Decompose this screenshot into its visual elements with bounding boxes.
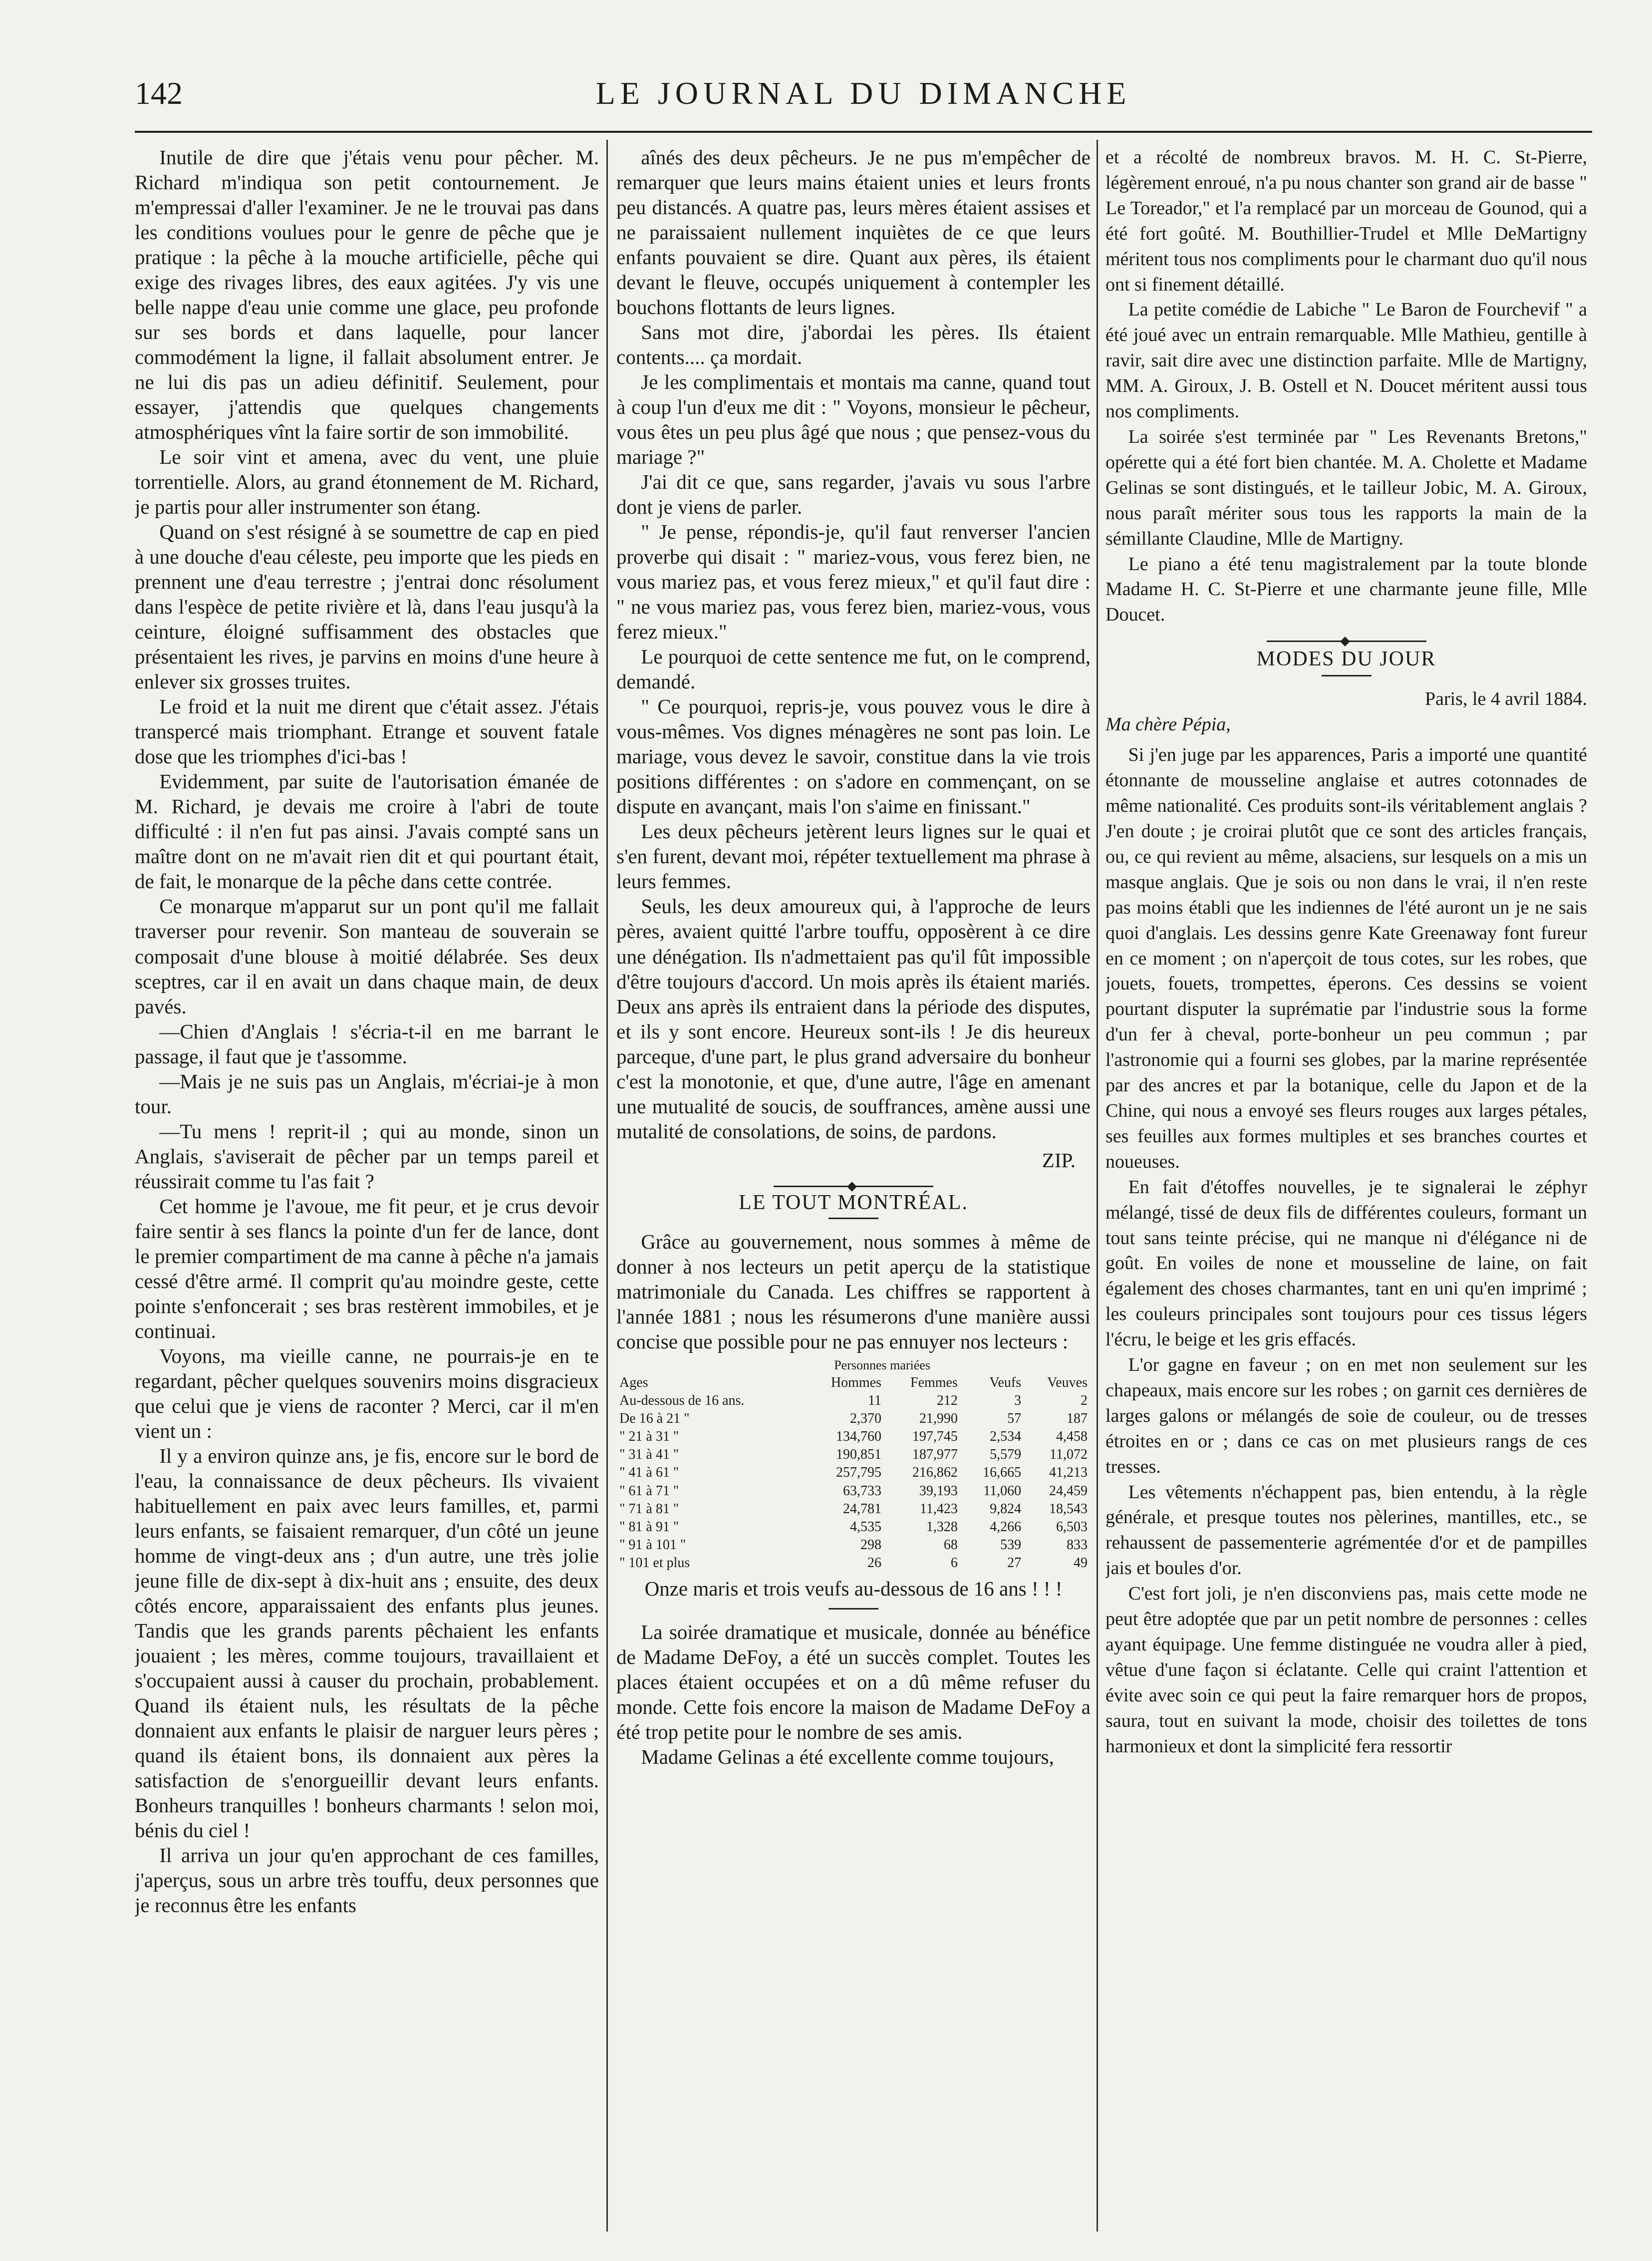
table-row bbox=[616, 1554, 1091, 1572]
table-cell: 257,795 bbox=[836, 1465, 882, 1481]
paragraph: La soirée dramatique et musicale, donnée au bénéfice de Madame DeFoy, a été un succès complet. Toutes les places étaient occupées et on a dû même refuser du monde. Cette fois encore la maison de Madame DeFoy a été trop petite pour le nombre de ses amis. bbox=[616, 1620, 1091, 1744]
paragraph: Ce monarque m'apparut sur un pont qu'il me fallait traverser pour revenir. Son manteau de souverain se composait d'une blouse à moitié délabrée. Ses deux sceptres, car il en avait un dans chaque main, de deux pavés. bbox=[135, 895, 599, 1018]
column-2 bbox=[616, 145, 1091, 2227]
table-cell: 197,745 bbox=[912, 1429, 958, 1445]
paragraph: Cet homme je l'avoue, me fit peur, et je crus devoir faire sentir à ses flancs la pointe d'un fer de lance, dont le premier compartiment de ma canne à pêche n'a jamais cessé d'être armé. Il comprit qu'au moindre geste, cette pointe s'enfoncerait ; ses bras restèrent immobiles, et je continuai. bbox=[135, 1194, 599, 1342]
paragraph: Il arriva un jour qu'en approchant de ces familles, j'aperçus, sous un arbre très touffu, deux personnes que je reconnus être les enfants bbox=[135, 1844, 599, 1917]
page-header bbox=[135, 75, 1592, 125]
table-cell: 27 bbox=[1007, 1555, 1022, 1571]
paragraph: C'est fort joli, je n'en disconviens pas, mais cette mode ne peut être adoptée que par un petit nombre de personnes : celles ayant équipage. Une femme distinguée ne voudra aller à pied, vêtue d'une façon si éclatante. Celle qui craint l'attention et évite avec soin ce qui peut la faire remarquer hors de propos, saura, tout en suivant la mode, choisir des toilettes de tons harmonieux et dont la simplicité fera ressortir bbox=[1105, 1583, 1587, 1757]
column-divider-1 bbox=[606, 140, 608, 2232]
table-note: Onze maris et trois veufs au-dessous de 16 ans ! ! ! bbox=[644, 1577, 1063, 1601]
section-title: LE TOUT MONTRÉAL. bbox=[739, 1191, 968, 1214]
paragraph: —Mais je ne suis pas un Anglais, m'écriai-je à mon tour. bbox=[135, 1069, 599, 1118]
dateline: Paris, le 4 avril 1884. bbox=[1424, 688, 1587, 710]
salutation: Ma chère Pépia, bbox=[1105, 714, 1231, 735]
table-row bbox=[616, 1392, 1091, 1410]
table-cell: 18,543 bbox=[1049, 1501, 1088, 1517]
paragraph: Les deux pêcheurs jetèrent leurs lignes sur le quai et s'en furent, devant moi, répéter textuellement ma phrase à leurs femmes. bbox=[616, 820, 1091, 893]
page-number: 142 bbox=[135, 75, 183, 111]
table-cell: 21,990 bbox=[919, 1410, 958, 1426]
table-row bbox=[616, 1446, 1091, 1464]
table-cell: 3 bbox=[1014, 1392, 1022, 1408]
table-header: Veufs bbox=[989, 1374, 1022, 1390]
table-cell: 11,072 bbox=[1050, 1447, 1088, 1463]
table-row bbox=[616, 1428, 1091, 1446]
table-cell: 539 bbox=[1000, 1537, 1022, 1553]
column-1 bbox=[135, 145, 599, 2227]
table-cell: 187 bbox=[1067, 1410, 1088, 1426]
paragraph: —Tu mens ! reprit-il ; qui au monde, sinon un Anglais, s'aviserait de pêcher par un temps pareil et réussirait comme tu l'as fait ? bbox=[135, 1119, 599, 1193]
section-separator bbox=[1267, 641, 1426, 642]
masthead-title: LE JOURNAL DU DIMANCHE bbox=[595, 75, 1131, 111]
note-rule bbox=[828, 1608, 878, 1610]
paragraph: En fait d'étoffes nouvelles, je te signalerai le zéphyr mélangé, tissé de deux fils de différentes couleurs, formant un tout sans teinte précise, qui ne manque ni d'élégance ni de goût. En voiles de none et mousseline de laine, on fait également des choses charmantes, tant en uni qu'en imprimé ; les couleurs principales sont toujours pour ces tissus légers l'écru, le beige et les gris effacés. bbox=[1105, 1176, 1587, 1350]
paragraph: Sans mot dire, j'abordai les pères. Ils étaient contents.... ça mordait. bbox=[616, 321, 1091, 369]
table-cell: 11,060 bbox=[983, 1483, 1022, 1499]
table-cell: 6,503 bbox=[1056, 1519, 1088, 1535]
paragraph: " Ce pourquoi, repris-je, vous pouvez vous le dire à vous-mêmes. Vos dignes ménagères ne sont pas loin. Le mariage, vous devez le savoir, constitue dans la vie trois positions différentes : on s'adore en commençant, on se dispute en avançant, mais l'on s'aime en finissant." bbox=[616, 695, 1091, 818]
table-row bbox=[616, 1518, 1091, 1536]
table-cell: 2,370 bbox=[850, 1410, 882, 1426]
table-cell: 26 bbox=[867, 1555, 882, 1571]
section-title: MODES DU JOUR bbox=[1256, 647, 1436, 671]
table-cell: 187,977 bbox=[912, 1447, 958, 1463]
paragraph: Evidemment, par suite de l'autorisation émanée de M. Richard, je devais me croire à l'abri de toute difficulté : il n'en fut pas ainsi. J'avais compté sans un maître dont on ne m'avait rien dit et qui pourtant était, de fait, le monarque de la pêche dans cette contrée. bbox=[135, 770, 599, 893]
paragraph: Le soir vint et amena, avec du vent, une pluie torrentielle. Alors, au grand étonnement de M. Richard, je partis pour aller instrumenter son étang. bbox=[135, 445, 599, 519]
table-cell: 833 bbox=[1067, 1537, 1088, 1553]
table-row bbox=[616, 1482, 1091, 1500]
table-cell: " 81 à 91 " bbox=[619, 1519, 679, 1535]
table-cell: " 61 à 71 " bbox=[619, 1483, 679, 1499]
table-cell: 16,665 bbox=[983, 1465, 1022, 1481]
table-cell: " 31 à 41 " bbox=[619, 1447, 679, 1463]
table-cell: 39,193 bbox=[919, 1483, 958, 1499]
table-cell: 2,534 bbox=[990, 1429, 1022, 1445]
paragraph: et a récolté de nombreux bravos. M. H. C. St-Pierre, légèrement enroué, n'a pu nous chanter son grand air de basse " Le Toreador," et l'a remplacé par un morceau de Gounod, qui a été fort goûté. M. Bouthillier-Trudel et Mlle DeMartigny méritent tous nos compliments pour le charmant duo qu'il nous ont si finement détaillé. bbox=[1105, 147, 1587, 295]
paragraph: —Chien d'Anglais ! s'écria-t-il en me barrant le passage, il faut que je t'assomme. bbox=[135, 1019, 599, 1068]
table-row bbox=[616, 1464, 1091, 1482]
table-cell: 11,423 bbox=[919, 1501, 958, 1517]
paragraph: J'ai dit ce que, sans regarder, j'avais vu sous l'arbre dont je viens de parler. bbox=[616, 470, 1091, 519]
table-header-row bbox=[616, 1374, 1091, 1392]
paragraph: Il y a environ quinze ans, je fis, encore sur le bord de l'eau, la connaissance de deux pêcheurs. Ils vivaient habituellement en paix avec leurs familles, et, parmi leurs enfants, se faisaient remarquer, d'un côté un jeune homme de vingt-deux ans ; d'un autre, une très jolie jeune fille de dix-sept à dix-huit ans ; ensuite, des deux côtés encore, apparaissaient des enfants plus jeunes. Tandis que les grands parents pêchaient les enfants jouaient ; les mères, comme toujours, travaillaient et s'occupaient aussi à causer du prochain, probablement. Quand ils étaient nuls, les résultats de la pêche donnaient aux enfants le plaisir de narguer leurs pères ; quand ils étaient bons, ils donnaient aux pères la satisfaction de s'enorgueillir devant leurs enfants. Bonheurs tranquilles ! bonheurs charmants ! selon moi, bénis du ciel ! bbox=[135, 1444, 599, 1842]
table-row bbox=[616, 1410, 1091, 1428]
table-cell: 49 bbox=[1074, 1555, 1088, 1571]
paragraph: Voyons, ma vieille canne, ne pourrais-je en te regardant, pêcher quelques souvenirs moins disgracieux que celui que je viens de raconter ? Merci, car il m'en vient un : bbox=[135, 1344, 599, 1442]
table-header: Ages bbox=[619, 1374, 648, 1390]
paragraph: Les vêtements n'échappent pas, bien entendu, à la règle générale, et presque toutes nos pèlerines, mantilles, etc., se rehaussent de passementerie agrémentée d'or et de pampilles jais et boules d'or. bbox=[1105, 1481, 1587, 1579]
table-cell: 4,266 bbox=[990, 1519, 1022, 1535]
table-cell: 11 bbox=[868, 1392, 882, 1408]
table-cell: 212 bbox=[936, 1392, 958, 1408]
table-cell: 24,781 bbox=[843, 1501, 882, 1517]
table-cell: 63,733 bbox=[843, 1483, 882, 1499]
table-cell: Au-dessous de 16 ans. bbox=[619, 1392, 745, 1408]
paragraph: Inutile de dire que j'étais venu pour pêcher. M. Richard m'indiqua son petit contournement. Je m'empressai d'aller l'examiner. Je ne le trouvai pas dans les conditions voulues pour le genre de pêche que je pratique : la pêche à la mouche artificielle, pêche qui exige des rivages libres, des eaux agitées. J'y vis une belle nappe d'eau unie comme une glace, peu profonde sur ses bords et dans laquelle, pour lancer commodément la ligne, il fallait absolument entrer. Je ne lui dis pas un adieu définitif. Seulement, pour essayer, j'attendis que quelques changements atmosphériques vînt la faire sortir de son immobilité. bbox=[135, 146, 599, 444]
table-header: Hommes bbox=[830, 1374, 882, 1390]
paragraph: Je les complimentais et montais ma canne, quand tout à coup l'un d'eux me dit : " Voyons, monsieur le pêcheur, vous êtes un peu plus âgé que nous ; que pensez-vous du mariage ?" bbox=[616, 370, 1091, 469]
table-cell: 9,824 bbox=[990, 1501, 1022, 1517]
table-row bbox=[616, 1536, 1091, 1554]
table-cell: 1,328 bbox=[926, 1519, 958, 1535]
table-cell: 68 bbox=[943, 1537, 958, 1553]
article-signature: ZIP. bbox=[1042, 1148, 1076, 1172]
table-cell: " 91 à 101 " bbox=[619, 1537, 686, 1553]
paragraph: Le piano a été tenu magistralement par la toute blonde Madame H. C. St-Pierre et une charmante jeune fille, Mlle Doucet. bbox=[1105, 553, 1587, 626]
paragraph: Madame Gelinas a été excellente comme toujours, bbox=[641, 1745, 1054, 1769]
table-cell: 190,851 bbox=[836, 1447, 882, 1463]
table-cell: " 101 et plus bbox=[619, 1555, 690, 1571]
section-separator bbox=[774, 1186, 933, 1187]
table-cell: " 41 à 61 " bbox=[619, 1465, 679, 1481]
paragraph: Quand on s'est résigné à se soumettre de cap en pied à une douche d'eau céleste, peu importe que les pieds en prennent une d'eau terrestre ; j'entrai donc résolument dans l'espèce de petite rivière et là, dans l'eau jusqu'à la ceinture, éloigné suffisamment des obstacles que présentaient les rives, je parvins en moins d'une heure à enlever six grosses truites. bbox=[135, 520, 599, 693]
paragraph: L'or gagne en faveur ; on en met non seulement sur les chapeaux, mais encore sur les robes ; on garnit ces dernières de larges galons or mélangés de soie de couleur, ou de tresses étroites en or ; dans ce cas on met plusieurs rangs de ces tresses. bbox=[1105, 1354, 1587, 1477]
table-cell: " 71 à 81 " bbox=[619, 1501, 679, 1517]
paragraph: aînés des deux pêcheurs. Je ne pus m'empêcher de remarquer que leurs mains étaient unies et leurs fronts peu distancés. A quatre pas, leurs mères étaient assises et ne paraissaient nullement inquiètes de ce que leurs enfants pouvaient se dire. Quant aux pères, ils étaient devant le fleuve, occupés uniquement à contempler les bouchons flottants de leurs lignes. bbox=[616, 146, 1091, 319]
table-cell: 24,459 bbox=[1049, 1483, 1088, 1499]
paragraph: Le froid et la nuit me dirent que c'était assez. J'étais transpercé mais triomphant. Etrange et souvent fatale dose que les triomphes d'ici-bas ! bbox=[135, 695, 599, 768]
header-rule bbox=[135, 131, 1592, 133]
table-cell: 6 bbox=[950, 1555, 958, 1571]
title-rule bbox=[828, 1218, 878, 1219]
marriage-statistics-table bbox=[616, 1357, 1091, 1572]
title-rule bbox=[1322, 675, 1372, 676]
table-cell: 298 bbox=[860, 1537, 882, 1553]
table-cell: 41,213 bbox=[1049, 1465, 1088, 1481]
paragraph: Seuls, les deux amoureux qui, à l'approche de leurs pères, avaient quitté l'arbre touffu, opposèrent à ce dire une dénégation. Ils n'admettaient pas qu'il fût impossible d'être toujours d'accord. Un mois après ils étaient mariés. Deux ans après ils entraient dans la période des disputes, et ils y sont encore. Heureux sont-ils ! Je dis heureux parceque, d'une part, le plus grand adversaire du bonheur c'est la monotonie, et que, d'une autre, l'âge en amenant une mutualité de soucis, de souffrances, amène aussi une mutalité de consolations, de soins, de pardons. bbox=[616, 895, 1091, 1143]
paragraph: " Je pense, répondis-je, qu'il faut renverser l'ancien proverbe qui disait : " mariez-vous, vous ferez bien, ne vous mariez pas, et vous ferez mieux," et qu'il faut dire : " ne vous mariez pas, vous ferez bien, mariez-vous, vous ferez mieux." bbox=[616, 520, 1091, 644]
table-group-header: Personnes mariées bbox=[834, 1357, 930, 1372]
table-header: Veuves bbox=[1047, 1374, 1088, 1390]
table-cell: 2 bbox=[1081, 1392, 1088, 1408]
paragraph: La soirée s'est terminée par " Les Revenants Bretons," opérette qui a été fort bien chantée. M. A. Cholette et Madame Gelinas se sont distingués, et le tailleur Jobic, M. A. Giroux, nous paraît mériter sous tous les rapports la main de la sémillante Claudine, Mlle de Martigny. bbox=[1105, 426, 1587, 549]
table-cell: De 16 à 21 " bbox=[619, 1410, 690, 1426]
table-cell: 4,458 bbox=[1056, 1429, 1088, 1445]
paragraph: Grâce au gouvernement, nous sommes à même de donner à nos lecteurs un petit aperçu de la statistique matrimoniale du Canada. Les chiffres se rapportent à l'année 1881 ; nous les résumerons d'une manière aussi concise que possible pour ne pas ennuyer nos lecteurs : bbox=[616, 1230, 1091, 1353]
table-cell: " 21 à 31 " bbox=[619, 1429, 679, 1445]
table-cell: 216,862 bbox=[912, 1465, 958, 1481]
table-row bbox=[616, 1500, 1091, 1518]
paragraph: Si j'en juge par les apparences, Paris a importé une quantité étonnante de mousseline anglaise et autres cotonnades de même nationalité. Ces produits sont-ils véritablement anglais ? J'en doute ; je croirai plutôt que ce sont des articles français, ou, ce qui revient au même, alsaciens, sur lesquels on a mis un masque anglais. Que je sois ou non dans le vrai, il n'en reste pas moins établi que les indiennes de l'été auront un je ne sais quoi d'anglais. Les dessins genre Kate Greenaway font fureur en ce moment ; on n'aperçoit de tous cotes, sur les robes, que jouets, fouets, trompettes, éperons. Ces dessins se voient pourtant disputer la suprématie par l'industrie sous la forme d'un fer à cheval, porte-bonheur un peu commun ; par l'astronomie qui a fourni ses globes, par la marine représentée par des ancres et par la botanique, celle du Japon et de la Chine, qui nous a envoyé ses fleurs rouges aux larges pétales, ses feuilles aux formes multiples et ses branches courtes et noueuses. bbox=[1105, 744, 1587, 1172]
table-cell: 4,535 bbox=[850, 1519, 882, 1535]
table-cell: 57 bbox=[1007, 1410, 1022, 1426]
paragraph: La petite comédie de Labiche " Le Baron de Fourchevif " a été joué avec un entrain remarquable. Mlle Mathieu, gentille à ravir, sait dire avec une distinction parfaite. Mlle de Martigny, MM. A. Giroux, J. B. Ostell et N. Doucet méritent aussi tous nos compliments. bbox=[1105, 299, 1587, 422]
table-cell: 5,579 bbox=[990, 1447, 1022, 1463]
table-header: Femmes bbox=[910, 1374, 958, 1390]
column-3 bbox=[1105, 145, 1587, 2227]
table-cell: 134,760 bbox=[836, 1429, 882, 1445]
paragraph: Le pourquoi de cette sentence me fut, on le comprend, demandé. bbox=[616, 645, 1091, 693]
column-divider-2 bbox=[1097, 140, 1098, 2232]
